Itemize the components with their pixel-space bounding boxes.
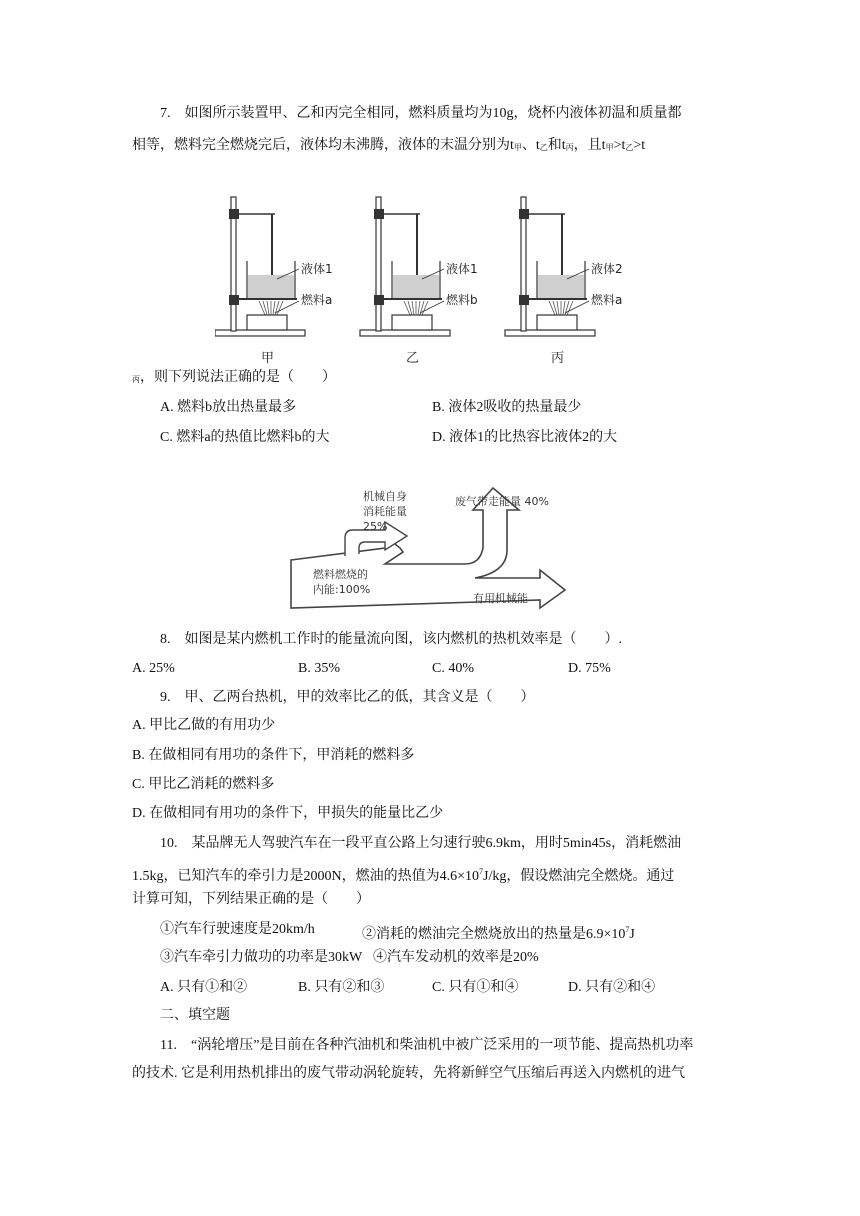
ring-clamp (374, 295, 384, 305)
liquid (538, 275, 584, 298)
q9-stem: 9. 甲、乙两台热机，甲的效率比乙的低，其含义是（ ） (160, 690, 535, 705)
q7-apparatus-figure (215, 195, 635, 370)
section-heading: 二、填空题 (160, 1008, 230, 1023)
input-label: 燃料燃烧的内能:100% (313, 568, 371, 596)
apparatus-caption: 丙 (551, 351, 565, 366)
q8-option-c: C. 40% (432, 661, 474, 676)
q7-option-d: D. 液体1的比热容比液体2的大 (432, 430, 618, 445)
q7-line2: 相等，燃料完全燃烧完后，液体均未沸腾，液体的末温分别为$t_甲$、$t_乙$和$t_丙$，且$t_甲>t_乙>t$ (132, 138, 646, 153)
q8-option-d: D. 75% (568, 661, 611, 676)
q10-line3: 计算可知，下列结果正确的是（ ） (132, 892, 370, 907)
self-loss-label: 机械自身消耗能量 25% (363, 490, 407, 533)
flame-stroke (549, 301, 555, 315)
q10-statement-1: ①汽车行驶速度是20km/h (160, 922, 315, 937)
fuel-label: 燃料a (301, 293, 333, 307)
flame-stroke (422, 301, 428, 315)
stand-base (505, 330, 595, 336)
q10-option-b: B. 只有②和③ (298, 980, 385, 995)
flame-stroke (408, 301, 412, 315)
q9-option-d: D. 在做相同有用功的条件下，甲损失的能量比乙少 (132, 806, 444, 821)
flame-stroke (263, 301, 267, 315)
flame-stroke (404, 301, 410, 315)
q10-line2: 1.5kg，已知汽车的牵引力是2000N，燃油的热值为$4.6\times 10^7J/kg$，假设燃油完全燃烧。通过 (132, 867, 675, 884)
q9-option-b: B. 在做相同有用功的条件下，甲消耗的燃料多 (132, 748, 415, 763)
q7-option-c: C. 燃料a的热值比燃料b的大 (160, 430, 330, 445)
flame-stroke (418, 301, 420, 315)
flame-stroke (553, 301, 557, 315)
exhaust-label: 废气带走能量 40% (455, 495, 549, 508)
apparatus-3 (505, 197, 623, 366)
q7-option-a: A. 燃料b放出热量最多 (160, 400, 297, 415)
q8-stem: 8. 如图是某内燃机工作时的能量流向图，该内燃机的热机效率是（ ）. (160, 632, 622, 647)
q11-line2: 的技术. 它是利用热机排出的废气带动涡轮旋转，先将新鲜空气压缩后再送入内燃机的进气 (132, 1066, 685, 1081)
q9-option-a: A. 甲比乙做的有用功少 (132, 718, 276, 733)
q10-option-a: A. 只有①和② (160, 980, 248, 995)
top-clamp (519, 209, 529, 219)
liquid-label: 液体1 (446, 262, 478, 276)
ring-clamp (519, 295, 529, 305)
useful-label: 有用机械能 (473, 592, 528, 605)
energy-flow-diagram (285, 480, 575, 615)
flame-stroke (273, 301, 275, 315)
q7-option-b: B. 液体2吸收的热量最少 (432, 400, 582, 415)
fuel-burner (537, 315, 577, 330)
flame-stroke (567, 301, 573, 315)
liquid (248, 275, 294, 298)
flame-stroke (267, 301, 269, 315)
top-clamp (229, 209, 239, 219)
top-clamp (374, 209, 384, 219)
q9-option-c: C. 甲比乙消耗的燃料多 (132, 777, 275, 792)
fuel-burner (392, 315, 432, 330)
apparatus-caption: 乙 (406, 351, 420, 366)
stand-base (360, 330, 450, 336)
flame-stroke (563, 301, 565, 315)
flame-stroke (412, 301, 414, 315)
liquid-label: 液体2 (591, 262, 623, 276)
fuel-label: 燃料a (591, 293, 623, 307)
fuel-label: 燃料b (446, 293, 478, 307)
q10-statement-2: ②消耗的燃油完全燃烧放出的热量是$6.9\times 10^7J$ (362, 925, 635, 942)
flame-stroke (277, 301, 283, 315)
q10-statement-3: ③汽车牵引力做功的功率是30kW (160, 950, 363, 965)
apparatus-1 (215, 197, 333, 366)
q7-line1: 7. 如图所示装置甲、乙和丙完全相同，燃料质量均为10g，烧杯内液体初温和质量都 (160, 106, 682, 121)
stand-base (215, 330, 305, 336)
q8-option-b: B. 35% (298, 661, 340, 676)
apparatus-caption: 甲 (261, 351, 275, 366)
q10-option-c: C. 只有①和④ (432, 980, 519, 995)
q8-option-a: A. 25% (132, 661, 175, 676)
q10-option-d: D. 只有②和④ (568, 980, 656, 995)
flame-stroke (557, 301, 559, 315)
q10-statement-4: ④汽车发动机的效率是20% (373, 950, 539, 965)
liquid-label: 液体1 (301, 262, 333, 276)
q10-line1: 10. 某品牌无人驾驶汽车在一段平直公路上匀速行驶6.9km，用时5min45s，消耗燃油 (160, 836, 682, 851)
q7-line3: $_丙$，则下列说法正确的是（ ） (132, 370, 336, 385)
apparatus-2 (360, 197, 478, 366)
liquid (393, 275, 439, 298)
ring-clamp (229, 295, 239, 305)
flame-stroke (259, 301, 265, 315)
q11-line1: 11. “涡轮增压”是目前在各种汽油机和柴油机中被广泛采用的一项节能、提高热机功率 (160, 1038, 694, 1053)
fuel-burner (247, 315, 287, 330)
